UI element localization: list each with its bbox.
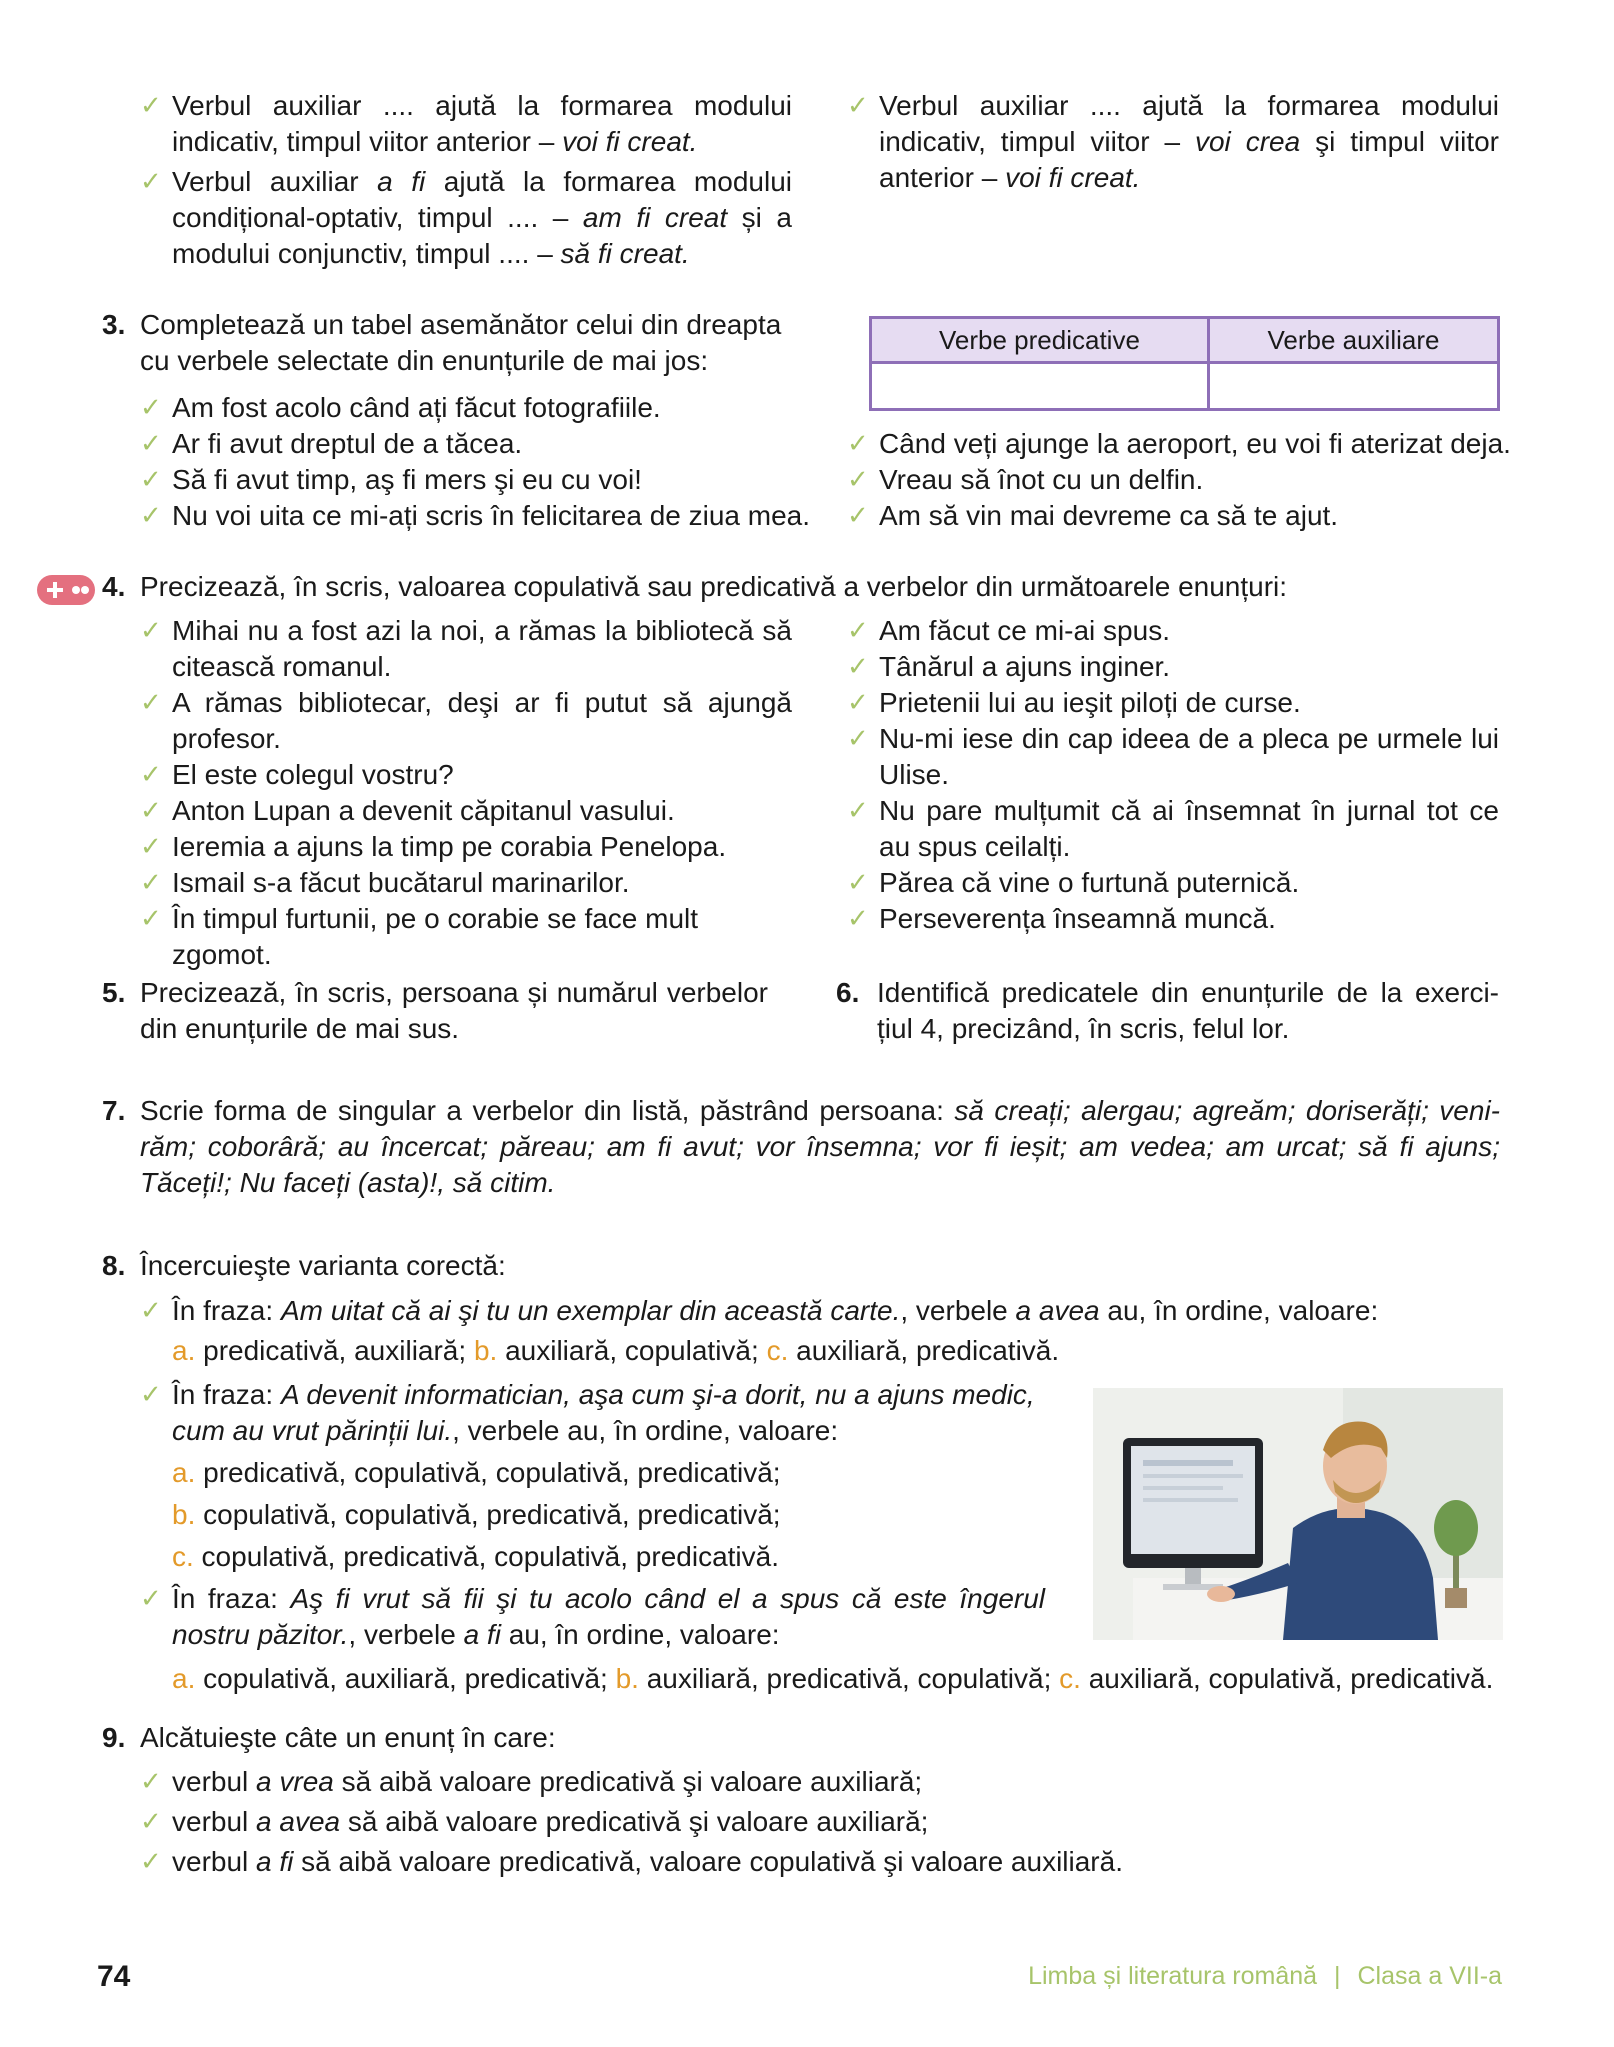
- exercise-number: 8.: [102, 1250, 126, 1281]
- exercise-8-text: Încercuieşte varianta corectă:: [140, 1250, 506, 1281]
- answer-option: b. copulativă, copulativă, predicativă, predicativă;: [172, 1499, 781, 1530]
- verbs-table: [869, 316, 1500, 411]
- check-icon: ✓: [140, 616, 162, 646]
- check-icon: ✓: [847, 724, 869, 754]
- list-item: ✓ Verbul auxiliar a fi ajută la formarea modului condițional-optativ, timpul .... – am fi creat și a modului conjunctiv, timpul .... – să fi creat.: [140, 166, 792, 269]
- check-icon: ✓: [140, 832, 162, 862]
- check-icon: ✓: [140, 1847, 162, 1877]
- list-item: ✓ Verbul auxiliar .... ajută la formarea modului indicativ, timpul viitor anterior – voi fi creat.: [140, 90, 792, 157]
- exercise-6-text: Identifică predicatele din enunțurile de la exerci-țiul 4, precizând, în scris, felul lor.: [877, 977, 1499, 1044]
- exercise-3-right-list: [847, 426, 1527, 534]
- option-letter[interactable]: c.: [172, 1541, 194, 1572]
- check-icon: ✓: [140, 760, 162, 790]
- check-icon: ✓: [847, 904, 869, 934]
- list-item: ✓ verbul a fi să aibă valoare predicativă, valoare copulativă şi valoare auxiliară.: [140, 1844, 1440, 1880]
- exercise-5-text: Precizează, în scris, persoana și numărul verbelor din enunțurile de mai sus.: [140, 977, 768, 1044]
- footer-book-title: Limba și literatura română | Clasa a VII-a: [1028, 1962, 1502, 1990]
- option-letter[interactable]: b.: [473, 1335, 498, 1366]
- exercise-number: 6.: [836, 977, 860, 1008]
- exercise-number: 3.: [102, 309, 126, 340]
- list-item: ✓ Perseverența înseamnă muncă.: [847, 901, 1499, 937]
- exercise-8-question-3: [140, 1581, 1045, 1653]
- list-item: ✓ Verbul auxiliar .... ajută la formarea modului indicativ, timpul viitor – voi crea şi timpul viitor anterior – voi fi creat.: [847, 90, 1499, 193]
- list-item: ✓ Tânărul a ajuns inginer.: [847, 649, 1499, 685]
- exercise-number: 4.: [102, 571, 126, 602]
- list-item: ✓ El este colegul vostru?: [140, 757, 792, 793]
- list-item: ✓ Nu voi uita ce mi-ați scris în felicitarea de ziua mea.: [140, 498, 820, 534]
- exercise-3-left-list: [140, 390, 820, 534]
- answer-options: a. copulativă, auxiliară, predicativă; b. auxiliară, predicativă, copulativă; c. auxiliară, copulativă, predicativă.: [172, 1663, 1494, 1694]
- exercise-number: 5.: [102, 977, 126, 1008]
- check-icon: ✓: [140, 465, 162, 495]
- exercise-8-question-1: [140, 1293, 1520, 1369]
- list-item: ✓ Mihai nu a fost azi la noi, a rămas la bibliotecă să citească romanul.: [140, 615, 792, 682]
- check-icon: ✓: [140, 1584, 162, 1614]
- list-item: ✓ În fraza: Am uitat că ai şi tu un exemplar din această carte., verbele a avea au, în ordine, valoare:: [140, 1293, 1520, 1329]
- list-item: ✓ Ismail s-a făcut bucătarul marinarilor.: [140, 865, 792, 901]
- list-item: ✓ Prietenii lui au ieşit piloți de curse.: [847, 685, 1499, 721]
- table-cell[interactable]: [871, 363, 1209, 410]
- list-item: ✓ Ieremia a ajuns la timp pe corabia Penelopa.: [140, 829, 792, 865]
- list-item: ✓ Să fi avut timp, aş fi mers şi eu cu voi!: [140, 462, 820, 498]
- answer-option: a. predicativă, copulativă, copulativă, predicativă;: [172, 1457, 781, 1488]
- check-icon: ✓: [140, 1767, 162, 1797]
- option-letter[interactable]: c.: [1059, 1663, 1081, 1694]
- list-item: ✓ În fraza: A devenit informatician, aşa cum şi-a dorit, nu a ajuns medic, cum au vrut părinții lui., verbele au, în ordine, valoare:: [140, 1379, 1035, 1446]
- check-icon: ✓: [140, 167, 162, 197]
- list-item: ✓ Am făcut ce mi-ai spus.: [847, 613, 1499, 649]
- gamepad-icon: [37, 575, 95, 605]
- option-letter[interactable]: c.: [766, 1335, 789, 1366]
- check-icon: ✓: [140, 393, 162, 423]
- list-item: ✓ Anton Lupan a devenit căpitanul vasului.: [140, 793, 792, 829]
- list-item: ✓ verbul a vrea să aibă valoare predicativă şi valoare auxiliară;: [140, 1764, 1440, 1800]
- check-icon: ✓: [847, 796, 869, 826]
- exercise-3-text: Completează un tabel asemănător celui din dreapta cu verbele selectate din enunțurile de mai jos:: [140, 309, 782, 376]
- photo-man-at-computer: [1093, 1388, 1503, 1640]
- check-icon: ✓: [847, 616, 869, 646]
- table-header: Verbe auxiliare: [1208, 318, 1498, 363]
- check-icon: ✓: [847, 501, 869, 531]
- check-icon: ✓: [140, 904, 162, 934]
- list-item: ✓ Ar fi avut dreptul de a tăcea.: [140, 426, 820, 462]
- exercise-8-question-3-options: [140, 1661, 1540, 1697]
- exercise-number: 9.: [102, 1722, 126, 1753]
- check-icon: ✓: [140, 91, 162, 121]
- list-item: ✓ În timpul furtunii, pe o corabie se face mult zgomot.: [140, 903, 699, 970]
- list-item: ✓ Nu pare mulțumit că ai însemnat în jurnal tot ce au spus ceilalți.: [847, 795, 1499, 862]
- exercise-9-text: Alcătuieşte câte un enunț în care:: [140, 1722, 556, 1753]
- list-item: ✓ Am să vin mai devreme ca să te ajut.: [847, 498, 1527, 534]
- table-header: Verbe predicative: [871, 318, 1209, 363]
- exercise-8-question-2: [140, 1377, 1045, 1575]
- exercise-4-left-list: [140, 613, 792, 973]
- check-icon: ✓: [140, 796, 162, 826]
- check-icon: ✓: [140, 1380, 162, 1410]
- check-icon: ✓: [140, 868, 162, 898]
- check-icon: ✓: [847, 429, 869, 459]
- option-letter[interactable]: a.: [172, 1335, 196, 1366]
- list-item: ✓ verbul a avea să aibă valoare predicativă şi valoare auxiliară;: [140, 1804, 1440, 1840]
- table-cell[interactable]: [1208, 363, 1498, 410]
- photo-illustration: [1093, 1388, 1503, 1640]
- list-item: ✓ Vreau să înot cu un delfin.: [847, 462, 1527, 498]
- list-item: ✓ Părea că vine o furtună puternică.: [847, 865, 1499, 901]
- top-right-items: [847, 88, 1499, 196]
- check-icon: ✓: [140, 1296, 162, 1326]
- list-item: ✓ Nu-mi iese din cap ideea de a pleca pe urmele lui Ulise.: [847, 723, 1499, 790]
- top-left-items: [140, 88, 792, 272]
- exercise-4-right-list: [847, 613, 1499, 937]
- list-item: ✓ Am fost acolo când ați făcut fotografiile.: [140, 390, 820, 426]
- check-icon: ✓: [847, 868, 869, 898]
- answer-options: a. predicativă, auxiliară; b. auxiliară, copulativă; c. auxiliară, predicativă.: [172, 1335, 1060, 1366]
- answer-option: c. copulativă, predicativă, copulativă, predicativă.: [172, 1541, 779, 1572]
- exercise-4-text: Precizează, în scris, valoarea copulativă sau predicativă a verbelor din următoarele enunțuri:: [140, 571, 1288, 602]
- list-item: ✓ În fraza: Aş fi vrut să fii şi tu acolo când el a spus că este îngerul nostru păzitor., verbele a fi au, în ordine, valoare:: [140, 1583, 1046, 1650]
- check-icon: ✓: [140, 501, 162, 531]
- check-icon: ✓: [140, 429, 162, 459]
- list-item: ✓ A rămas bibliotecar, deşi ar fi putut să ajungă profesor.: [140, 687, 792, 754]
- option-letter[interactable]: a.: [172, 1457, 196, 1488]
- option-letter[interactable]: b.: [615, 1663, 639, 1694]
- check-icon: ✓: [847, 91, 869, 121]
- page-number: 74: [97, 1960, 131, 1993]
- exercise-7-text: Scrie forma de singular a verbelor din listă, păstrând persoana: să creați; alergau; agreăm; doriserăți; veni-răm; coborâră; au încercat; păreau; am fi avut; vor însemna; vor fi ieșit; am vedea; am urcat; să fi ajuns; Tăceți!; Nu faceți (asta)!, să citim.: [140, 1095, 1500, 1198]
- check-icon: ✓: [847, 688, 869, 718]
- check-icon: ✓: [847, 652, 869, 682]
- check-icon: ✓: [140, 688, 162, 718]
- check-icon: ✓: [140, 1807, 162, 1837]
- exercise-number: 7.: [102, 1095, 126, 1126]
- option-letter[interactable]: a.: [172, 1663, 196, 1694]
- exercise-9-list: [140, 1764, 1440, 1880]
- list-item: ✓ Când veți ajunge la aeroport, eu voi fi aterizat deja.: [847, 426, 1527, 462]
- option-letter[interactable]: b.: [172, 1499, 196, 1530]
- check-icon: ✓: [847, 465, 869, 495]
